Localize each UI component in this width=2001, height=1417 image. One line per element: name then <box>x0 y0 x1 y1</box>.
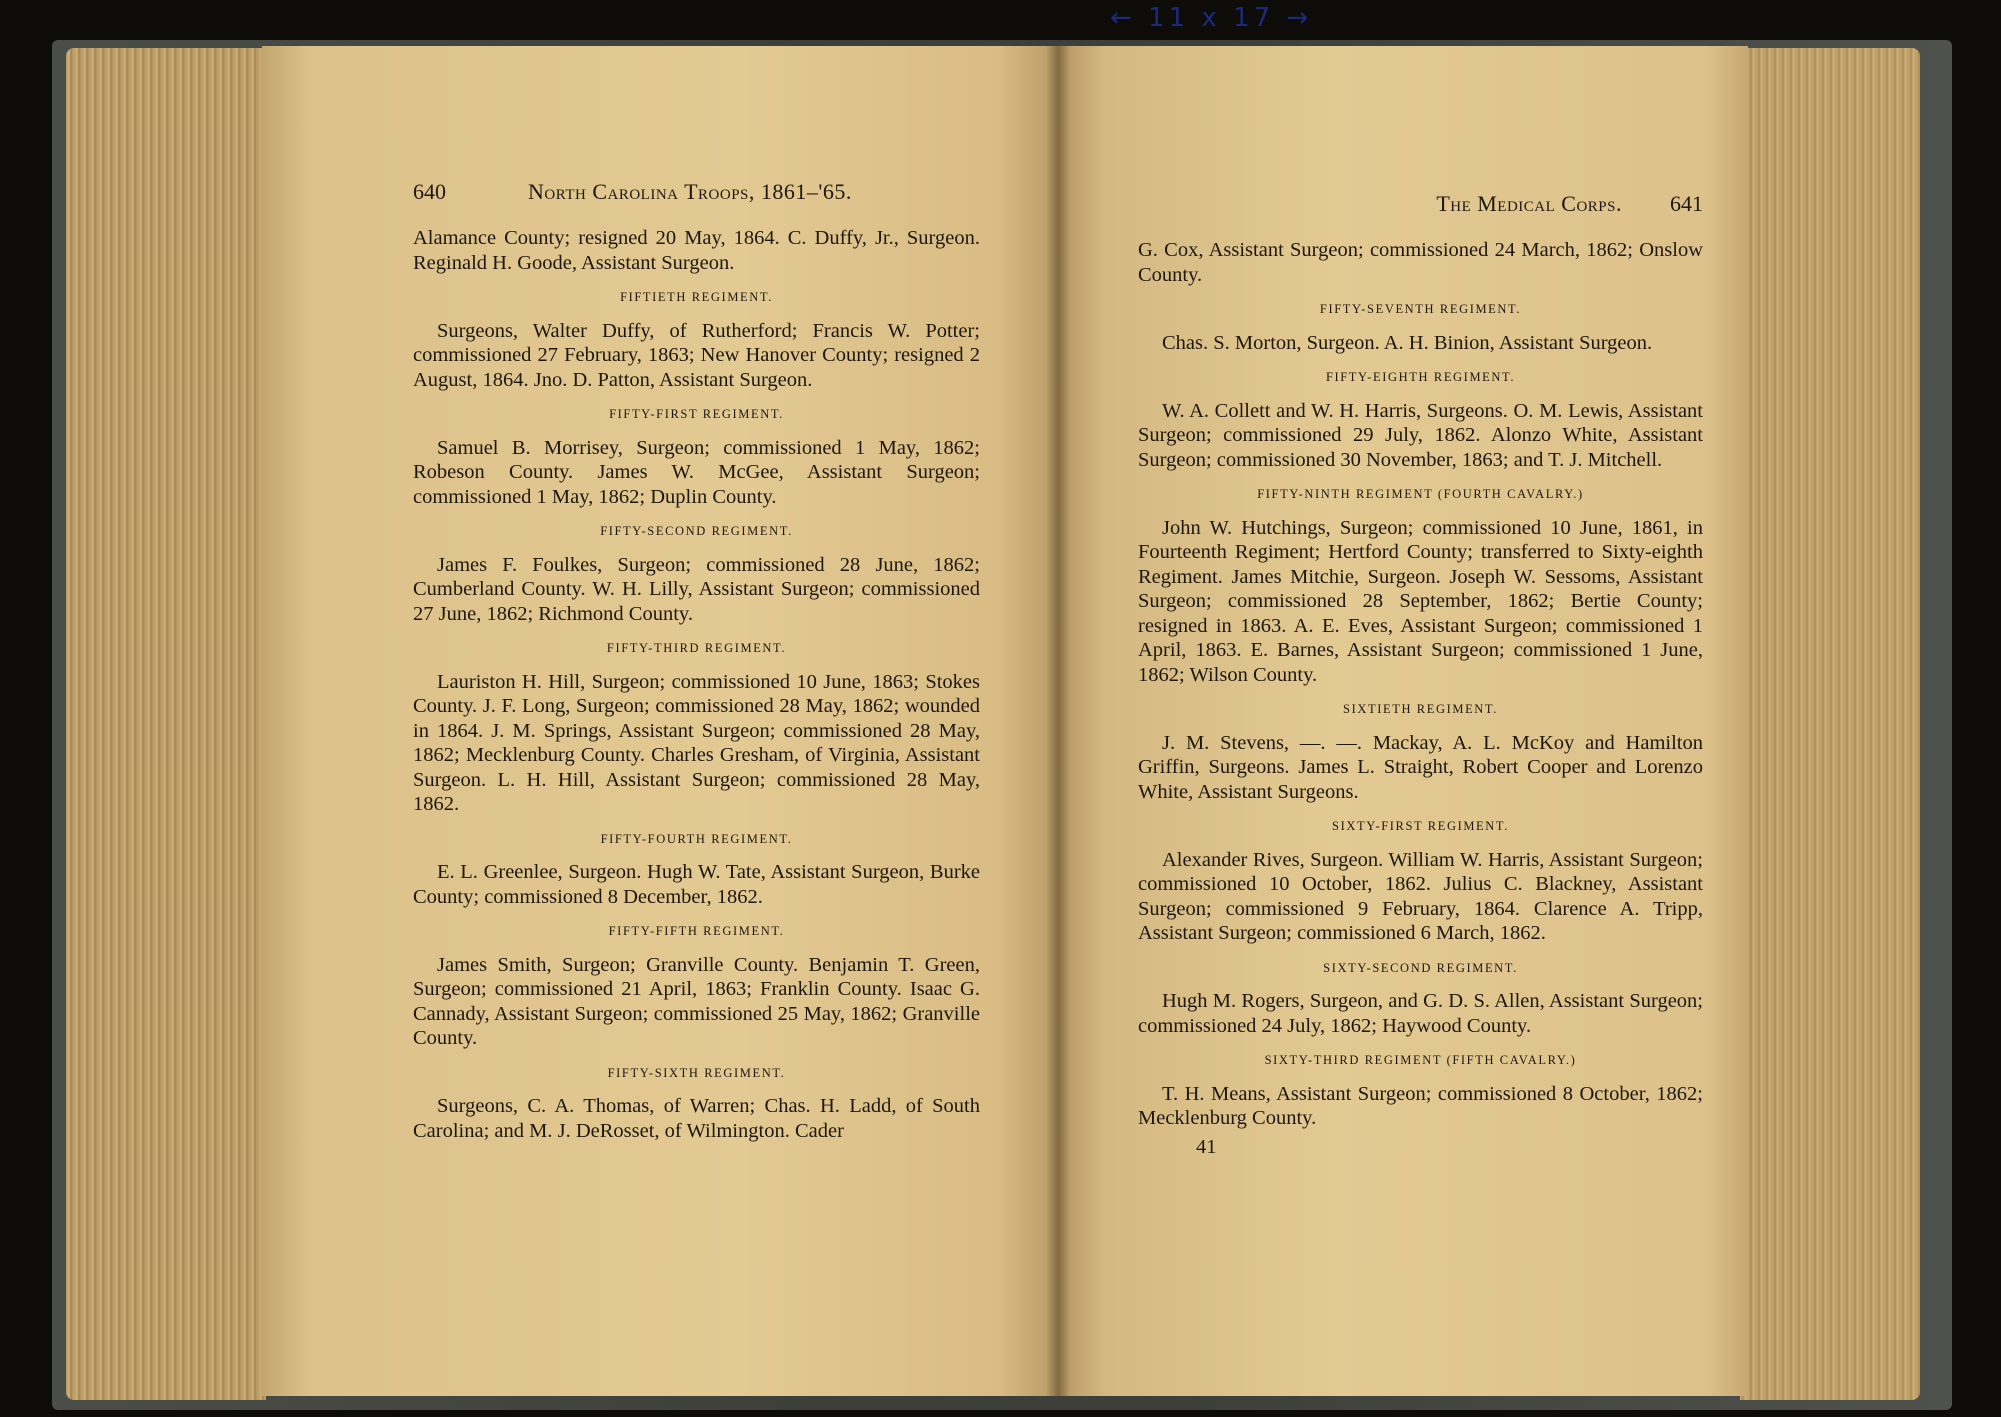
right-opening-paragraph: G. Cox, Assistant Surgeon; commissioned 24 March, 1862; Onslow County. <box>1138 239 1703 286</box>
section-paragraph: Surgeons, C. A. Thomas, of Warren; Chas. H. Ladd, of South Carolina; and M. J. DeRosset, of Wilmington. Cader <box>413 1095 980 1142</box>
section-heading: FIFTY-SIXTH REGIMENT. <box>607 1065 786 1080</box>
section-paragraph: James Smith, Surgeon; Granville County. Benjamin T. Green, Surgeon; commissioned 21 April, 1863; Franklin County. Isaac G. Cannady, Assistant Surgeon; commissioned 25 May, 1862; Granville County. <box>413 953 980 1049</box>
signature-mark: 41 <box>1196 1135 1217 1158</box>
right-page-edges <box>1740 48 1920 1400</box>
left-running-title: North Carolina Troops, 1861–'65. <box>528 179 852 204</box>
section-heading: FIFTY-FIRST REGIMENT. <box>609 407 784 421</box>
left-page-text <box>413 180 980 1143</box>
section-heading: FIFTY-SEVENTH REGIMENT. <box>1319 302 1522 316</box>
section-heading: FIFTY-THIRD REGIMENT. <box>606 641 787 655</box>
section-paragraph: Samuel B. Morrisey, Surgeon; commissioned 1 May, 1862; Robeson County. James W. McGee, Assistant Surgeon; commissioned 1 May, 1862; Duplin County. <box>413 436 980 508</box>
right-page-number: 641 <box>1670 191 1703 216</box>
section-paragraph: Lauriston H. Hill, Surgeon; commissioned 10 June, 1863; Stokes County. J. F. Long, Surgeon; commissioned 28 May, 1862; wounded in 1864. J. M. Springs, Assistant Surgeon; commissioned 28 May, 1862; Mecklenburg County. Charles Gresham, of Virginia, Assistant Surgeon. L. H. Hill, Assistant Surgeon; commissioned 28 May, 1862. <box>413 670 980 815</box>
section-heading: FIFTY-FOURTH REGIMENT. <box>600 831 793 846</box>
section-paragraph: Surgeons, Walter Duffy, of Rutherford; Francis W. Potter; commissioned 27 February, 1863; New Hanover County; resigned 2 August, 1864. Jno. D. Patton, Assistant Surgeon. <box>413 319 980 391</box>
left-opening-paragraph: Alamance County; resigned 20 May, 1864. C. Duffy, Jr., Surgeon. Reginald H. Goode, Assistant Surgeon. <box>413 227 980 274</box>
section-heading: FIFTY-FIFTH REGIMENT. <box>608 924 785 938</box>
right-running-head <box>1138 192 1703 228</box>
section-heading: FIFTY-SECOND REGIMENT. <box>600 524 793 538</box>
section-paragraph: Alexander Rives, Surgeon. William W. Harris, Assistant Surgeon; commissioned 10 October, 1862. Julius C. Blackney, Assistant Surgeon; commissioned 9 February, 1864. Clarence A. Tripp, Assistant Surgeon; commissioned 6 March, 1862. <box>1138 848 1703 944</box>
section-paragraph: James F. Foulkes, Surgeon; commissioned 28 June, 1862; Cumberland County. W. H. Lilly, Assistant Surgeon; commissioned 27 June, 1862; Richmond County. <box>413 553 980 625</box>
section-paragraph: W. A. Collett and W. H. Harris, Surgeons. O. M. Lewis, Assistant Surgeon; commissioned 29 July, 1862. Alonzo White, Assistant Surgeon; commissioned 30 November, 1863; and T. J. Mitchell. <box>1138 399 1703 471</box>
left-running-head <box>413 180 980 216</box>
section-paragraph: T. H. Means, Assistant Surgeon; commissioned 8 October, 1862; Mecklenburg County. <box>1138 1082 1703 1129</box>
left-page-number: 640 <box>413 179 446 204</box>
section-heading: FIFTY-EIGHTH REGIMENT. <box>1325 370 1516 384</box>
section-heading: SIXTY-THIRD REGIMENT (FIFTH CAVALRY.) <box>1264 1053 1577 1067</box>
right-page-text <box>1138 192 1703 1159</box>
section-heading: FIFTIETH REGIMENT. <box>620 290 773 304</box>
section-heading: SIXTY-SECOND REGIMENT. <box>1323 960 1518 975</box>
measurement-tape-label: ← 11 x 17 → <box>1110 3 1313 33</box>
section-heading: SIXTY-FIRST REGIMENT. <box>1332 819 1509 833</box>
right-running-title: The Medical Corps. <box>1436 191 1622 216</box>
section-heading: SIXTIETH REGIMENT. <box>1343 702 1498 716</box>
section-paragraph: Hugh M. Rogers, Surgeon, and G. D. S. Allen, Assistant Surgeon; commissioned 24 July, 1862; Haywood County. <box>1138 990 1703 1037</box>
section-paragraph: J. M. Stevens, —. —. Mackay, A. L. McKoy and Hamilton Griffin, Surgeons. James L. Straight, Robert Cooper and Lorenzo White, Assistant Surgeons. <box>1138 731 1703 803</box>
section-paragraph: John W. Hutchings, Surgeon; commissioned 10 June, 1861, in Fourteenth Regiment; Hertford County; transferred to Sixty-eighth Regiment. James Mitchie, Surgeon. Joseph W. Sessoms, Assistant Surgeon; commissioned 28 September, 1862; Bertie County; resigned in 1863. A. E. Eves, Assistant Surgeon; commissioned 1 April, 1863. E. Barnes, Assistant Surgeon; commissioned 1 June, 1862; Wilson County. <box>1138 516 1703 686</box>
section-paragraph: E. L. Greenlee, Surgeon. Hugh W. Tate, Assistant Surgeon, Burke County; commissioned 8 December, 1862. <box>413 861 980 908</box>
section-paragraph: Chas. S. Morton, Surgeon. A. H. Binion, Assistant Surgeon. <box>1162 331 1653 354</box>
section-heading: FIFTY-NINTH REGIMENT (FOURTH CAVALRY.) <box>1257 487 1584 501</box>
book-gutter <box>1046 46 1070 1396</box>
left-page-edges <box>66 48 266 1400</box>
